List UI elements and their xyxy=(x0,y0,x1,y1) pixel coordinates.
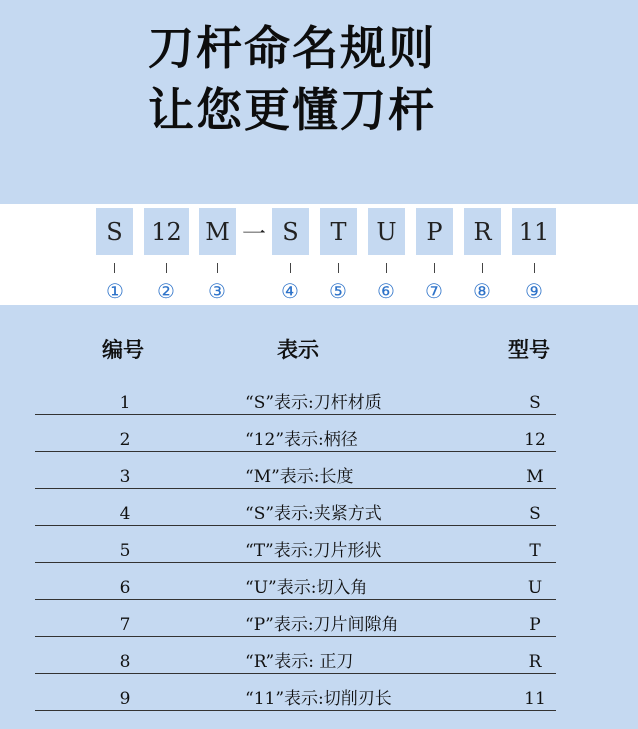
tick-7 xyxy=(434,263,435,273)
header-number: 编号 xyxy=(102,338,144,362)
row-description: “11”表示:切削刃长 xyxy=(245,689,392,709)
row-description: “S”表示:夹紧方式 xyxy=(245,504,382,524)
code-segment-4: S xyxy=(272,208,309,255)
header-model: 型号 xyxy=(508,338,550,362)
code-dash: 一 xyxy=(242,220,266,248)
row-number: 2 xyxy=(119,430,131,450)
table-row xyxy=(35,489,556,526)
row-description: “T”表示:刀片形状 xyxy=(245,541,382,561)
row-model: T xyxy=(529,541,541,561)
marker-8: ⑧ xyxy=(473,279,491,303)
marker-3: ③ xyxy=(208,279,226,303)
code-segment-2: 12 xyxy=(144,208,189,255)
row-model: P xyxy=(529,615,541,635)
title-line-2: 让您更懂刀杆 xyxy=(148,83,436,137)
table-row xyxy=(35,526,556,563)
marker-7: ⑦ xyxy=(425,279,443,303)
marker-1: ① xyxy=(106,279,124,303)
tick-3 xyxy=(217,263,218,273)
code-segment-5: T xyxy=(320,208,357,255)
code-band xyxy=(0,204,638,305)
marker-6: ⑥ xyxy=(377,279,395,303)
code-segment-9: 11 xyxy=(512,208,556,255)
tick-4 xyxy=(290,263,291,273)
row-description: “R”表示: 正刀 xyxy=(245,652,354,672)
row-model: R xyxy=(528,652,542,672)
code-segment-8: R xyxy=(464,208,501,255)
marker-9: ⑨ xyxy=(525,279,543,303)
marker-4: ④ xyxy=(281,279,299,303)
row-description: “P”表示:刀片间隙角 xyxy=(245,615,399,635)
marker-5: ⑤ xyxy=(329,279,347,303)
tick-2 xyxy=(166,263,167,273)
code-segment-6: U xyxy=(368,208,405,255)
row-description: “12”表示:柄径 xyxy=(245,430,358,450)
row-description: “M”表示:长度 xyxy=(245,467,354,487)
row-description: “S”表示:刀杆材质 xyxy=(245,393,382,413)
tick-5 xyxy=(338,263,339,273)
row-model: M xyxy=(526,467,544,487)
row-number: 9 xyxy=(119,689,131,709)
row-model: U xyxy=(527,578,543,598)
table-row xyxy=(35,415,556,452)
code-segment-1: S xyxy=(96,208,133,255)
row-model: 11 xyxy=(524,689,546,709)
row-divider xyxy=(35,710,556,711)
row-number: 3 xyxy=(119,467,131,487)
title-banner xyxy=(0,0,638,204)
row-number: 8 xyxy=(119,652,131,672)
row-model: S xyxy=(529,393,541,413)
row-number: 5 xyxy=(119,541,131,561)
tick-9 xyxy=(534,263,535,273)
header-meaning: 表示 xyxy=(277,338,319,362)
row-model: 12 xyxy=(524,430,546,450)
table-row xyxy=(35,637,556,674)
tick-8 xyxy=(482,263,483,273)
row-number: 1 xyxy=(119,393,131,413)
table-row xyxy=(35,674,556,711)
table-row xyxy=(35,452,556,489)
code-segment-3: M xyxy=(199,208,236,255)
table-row xyxy=(35,563,556,600)
row-number: 4 xyxy=(119,504,131,524)
tick-6 xyxy=(386,263,387,273)
table-row xyxy=(35,600,556,637)
row-model: S xyxy=(529,504,541,524)
title-line-1: 刀杆命名规则 xyxy=(148,21,436,75)
row-number: 6 xyxy=(119,578,131,598)
row-number: 7 xyxy=(119,615,131,635)
marker-2: ② xyxy=(157,279,175,303)
table-row xyxy=(35,378,556,415)
row-description: “U”表示:切入角 xyxy=(245,578,368,598)
tick-1 xyxy=(114,263,115,273)
code-segment-7: P xyxy=(416,208,453,255)
